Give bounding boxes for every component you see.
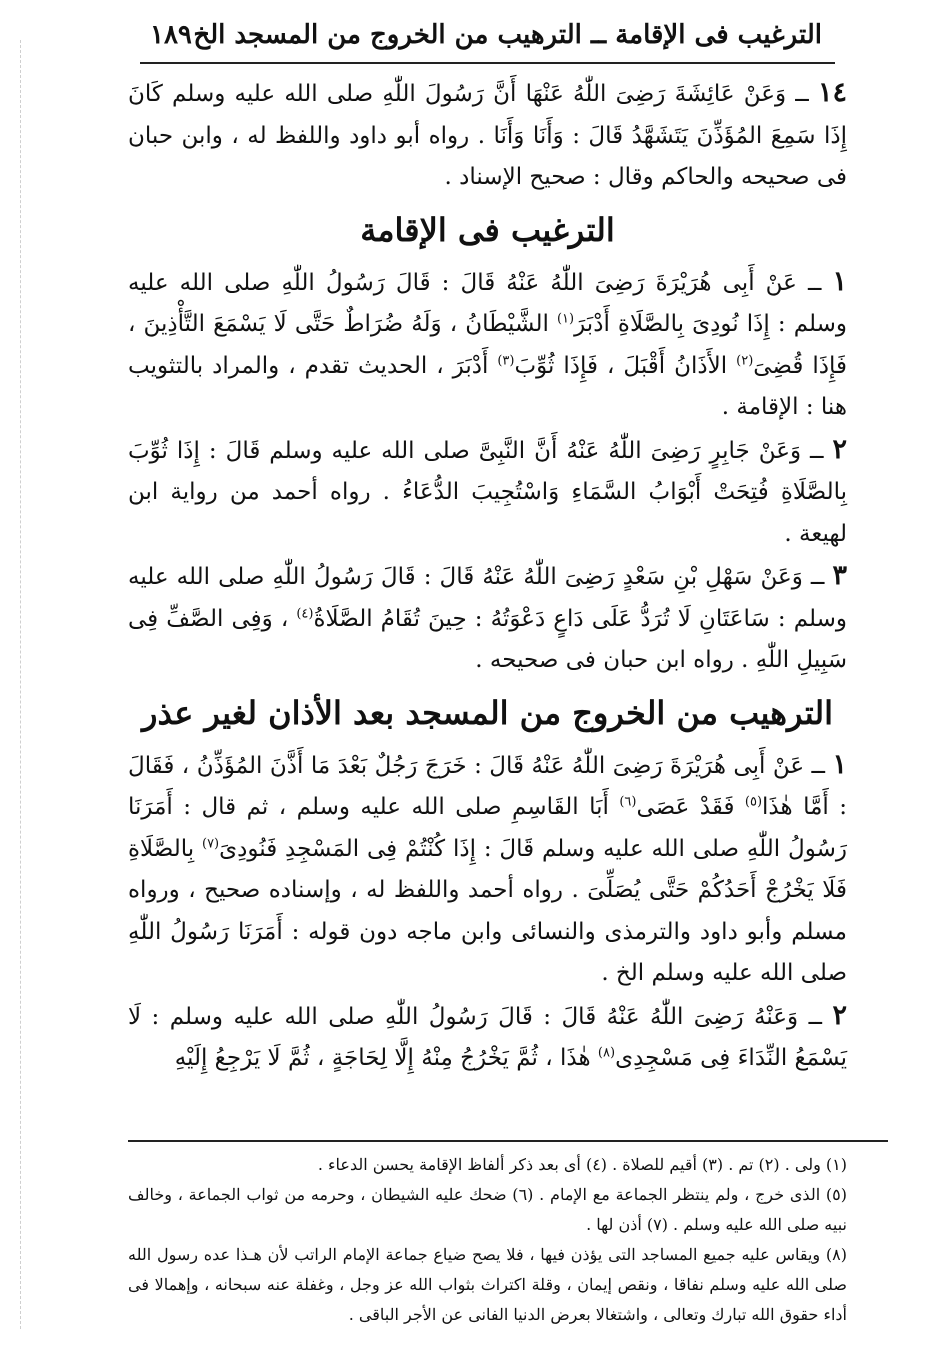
page-body (128, 72, 847, 1080)
footnotes (128, 1150, 847, 1330)
hadith-text: ــ عَنْ أَبِى هُرَيْرَةَ رَضِىَ اللّٰهُ عَنْهُ قَالَ : قَالَ رَسُولُ اللّٰهِ صلى الله عليه وسلم : إِذَا نُودِىَ بِالصَّلَاةِ أَدْبَرَ (128, 269, 847, 337)
hadith-text: الأَذَانُ أَقْبَلَ ، فَإِذَا ثُوِّبَ (514, 352, 737, 379)
hadith-text: هٰذَا ، ثُمَّ يَخْرُجُ مِنْهُ إِلَّا لِحَاجَةٍ ، ثُمَّ لَا يَرْجِعُ إِلَيْهِ (174, 1045, 598, 1071)
hadith-text: ــ وَعَنْ عَائِشَةَ رَضِىَ اللّٰهُ عَنْهَا أَنَّ رَسُولَ اللّٰهِ صلى الله عليه وسلم كَانَ إِذَا سَمِعَ المُؤَذِّنَ يَتَشَهَّدُ قَالَ : وَأَنَا وَأَنَا . رواه أبو داود واللفظ له ، وابن حبان فى صحيحه والحاكم وقال : صحيح الإسناد . (128, 81, 847, 190)
running-header (150, 16, 822, 62)
hadith-text: الشَّيْطَانُ ، وَلَهُ ضُرَاطٌ حَتَّى لَا يَسْمَعَ التَّأْذِينَ ، فَإِذَا قُضِىَ (128, 311, 847, 379)
footnote-line: (١) ولى . (٢) تم . (٣) أقيم للصلاة . (٤) أى بعد ذكر ألفاظ الإقامة يحسن الدعاء . (317, 1155, 847, 1174)
footnote-rule (128, 1140, 888, 1142)
footnote-line: (٥) الذى خرج ، ولم ينتظر الجماعة مع الإمام . (٦) ضحك عليه الشيطان ، وحرمه من ثواب الجماعة ، وخالف نبيه صلى الله عليه وسلم . (٧) أذن لها . (128, 1185, 847, 1234)
hadith-leaving-2 (128, 995, 847, 1080)
hadith-text: ــ وَعَنْهُ رَضِىَ اللّٰهُ عَنْهُ قَالَ : قَالَ رَسُولُ اللّٰهِ صلى الله عليه وسلم : لَا يَسْمَعُ النِّدَاءَ فِى مَسْجِدِى (128, 1003, 847, 1071)
hadith-leaving-1 (128, 744, 847, 995)
footnote-marker: (٣) (497, 352, 515, 368)
hadith-text: ، وَفِى الصَّفِّ فِى سَبِيلِ اللّٰهِ . رواه ابن حبان فى صحيحه . (128, 605, 847, 673)
footnote-marker: (٨) (597, 1045, 616, 1061)
hadith-iqama-1 (128, 261, 847, 429)
section-title-leaving-mosque: الترهيب من الخروج من المسجد بعد الأذان لغير عذر (142, 693, 833, 732)
hadith-text: بِالصَّلَاةِ فَلَا يَخْرُجْ أَحَدُكُمْ حَتَّى يُصَلِّىَ . رواه أحمد واللفظ له ، وإسناده صحيح ، ورواه مسلم وأبو داود والترمذى والنسائى وابن ماجه دون قوله : أَمَرَنَا رَسُولُ اللّٰهِ صلى الله عليه وسلم الخ . (128, 835, 847, 986)
hadith-text: ــ وَعَنْ سَهْلِ بْنِ سَعْدٍ رَضِىَ اللّٰهُ عَنْهُ قَالَ : قَالَ رَسُولُ اللّٰهِ صلى الله عليه وسلم : سَاعَتَانِ لَا تُرَدُّ عَلَى دَاعٍ دَعْوَتُهُ : حِينَ تُقَامُ الصَّلَاةُ (128, 564, 847, 632)
hadith-number: ٢ (832, 433, 847, 465)
hadith-text: أَبَا القَاسِمِ صلى الله عليه وسلم ، ثم قال : أَمَرَنَا رَسُولُ اللّٰهِ صلى الله عليه وسلم قَالَ : إِذَا كُنْتُمْ فِى المَسْجِدِ فَنُودِىَ (128, 794, 847, 862)
hadith-number: ١٤ (817, 77, 847, 108)
footnote-marker: (٢) (736, 352, 754, 368)
page-gutter-line (20, 40, 21, 1329)
hadith-iqama-2 (128, 429, 847, 556)
section-title-iqama: الترغيب فى الإقامة (360, 210, 615, 249)
running-header-title: الترغيب فى الإقامة ــ الترهيب من الخروج من المسجد الخ (193, 20, 822, 50)
hadith-text: ــ وَعَنْ جَابِرٍ رَضِىَ اللّٰهُ عَنْهُ أَنَّ النَّبِىَّ صلى الله عليه وسلم قَالَ : إِذَا ثُوِّبَ بِالصَّلَاةِ فُتِحَتْ أَبْوَابُ السَّمَاءِ وَاسْتُجِيبَ الدُّعَاءُ . رواه أحمد من رواية ابن لهيعة . (128, 437, 847, 547)
footnote-line: (٨) ويقاس عليه جميع المساجد التى يؤذن فيها ، فلا يصح ضياع جماعة الإمام الراتب لأن هـذا عده رسول الله صلى الله عليه وسلم نفاقا ، ونقص إيمان ، وقلة اكتراث بثواب الله عز وجل ، وغفلة عنه سبحانه ، وإهمالا فى أداء حقوق الله تبارك وتعالى ، واشتغالا بعرض الدنيا الفانى عن الأجر الباقى . (128, 1245, 847, 1324)
hadith-number: ٣ (832, 560, 848, 591)
hadith-number: ١ (832, 265, 848, 297)
footnote-marker: (٦) (619, 794, 637, 810)
hadith-number: ٢ (832, 999, 847, 1031)
hadith-number: ١ (832, 748, 847, 780)
footnote-marker: (١) (556, 311, 575, 327)
page-number: ١٨٩ (150, 20, 192, 50)
hadith-14 (128, 72, 847, 199)
hadith-text: فَقَدْ عَصَى (636, 794, 745, 820)
footnote-marker: (٧) (201, 835, 220, 851)
hadith-text: ــ عَنْ أَبِى هُرَيْرَةَ رَضِىَ اللّٰهُ عَنْهُ قَالَ : خَرَجَ رَجُلٌ بَعْدَ مَا أَذَّنَ المُؤَذِّنُ ، فَقَالَ : أَمَّا هٰذَا (128, 752, 847, 820)
footnote-marker: (٥) (744, 794, 763, 810)
hadith-iqama-3 (128, 555, 847, 682)
header-rule (140, 62, 835, 64)
hadith-text: أَدْبَرَ ، الحديث تقدم ، والمراد بالتثويب هنا : الإقامة . (128, 352, 847, 420)
footnote-marker: (٤) (296, 605, 314, 621)
